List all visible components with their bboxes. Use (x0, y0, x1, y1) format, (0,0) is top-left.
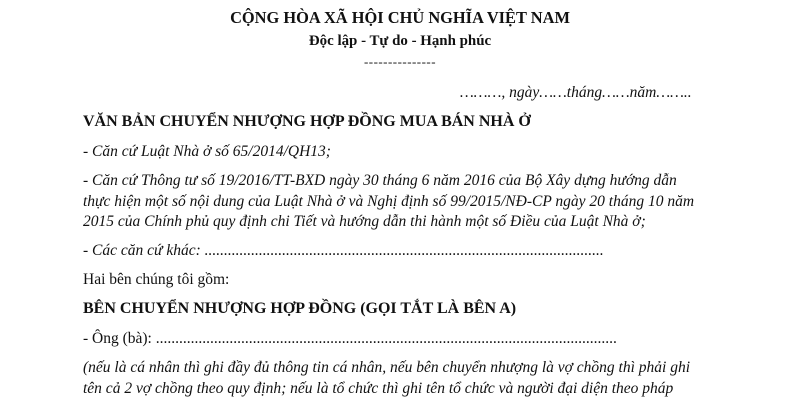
document-title: VĂN BẢN CHUYỂN NHƯỢNG HỢP ĐỒNG MUA BÁN NHÀ Ở (83, 113, 531, 130)
party-a-heading: BÊN CHUYỂN NHƯỢNG HỢP ĐỒNG (GỌI TẮT LÀ BÊN A) (83, 300, 517, 317)
motto: Độc lập - Tự do - Hạnh phúc (308, 33, 492, 49)
basis-line: - Các căn cứ khác: ....................................................................................................... (83, 242, 604, 259)
basis-line: thực hiện một số nội dung của Luật Nhà ở và Nghị định số 99/2015/NĐ-CP ngày 20 tháng 10 năm (83, 193, 695, 210)
basis-line: - Căn cứ Luật Nhà ở số 65/2014/QH13; (83, 143, 331, 160)
party-a-name-field: - Ông (bà): ....................................................................................................................... (83, 330, 617, 347)
note-line: tên cả 2 vợ chồng theo quy định; nếu là tổ chức thì ghi tên tổ chức và người đại diện theo pháp (83, 380, 674, 397)
parties-intro: Hai bên chúng tôi gồm: (83, 271, 230, 288)
basis-line: 2015 của Chính phủ quy định chi Tiết và hướng dẫn thi hành một số Điều của Luật Nhà ở; (83, 213, 646, 230)
header-separator: --------------- (363, 54, 437, 69)
note-line: (nếu là cá nhân thì ghi đầy đủ thông tin cá nhân, nếu bên chuyển nhượng là vợ chồng thì phải ghi (83, 359, 691, 376)
date-line: ………, ngày……tháng……năm…….. (460, 84, 692, 101)
basis-line: - Căn cứ Thông tư số 19/2016/TT-BXD ngày 30 tháng 6 năm 2016 của Bộ Xây dựng hướng dẫn (83, 172, 677, 189)
nation-heading: CỘNG HÒA XÃ HỘI CHỦ NGHĨA VIỆT NAM (230, 8, 570, 27)
